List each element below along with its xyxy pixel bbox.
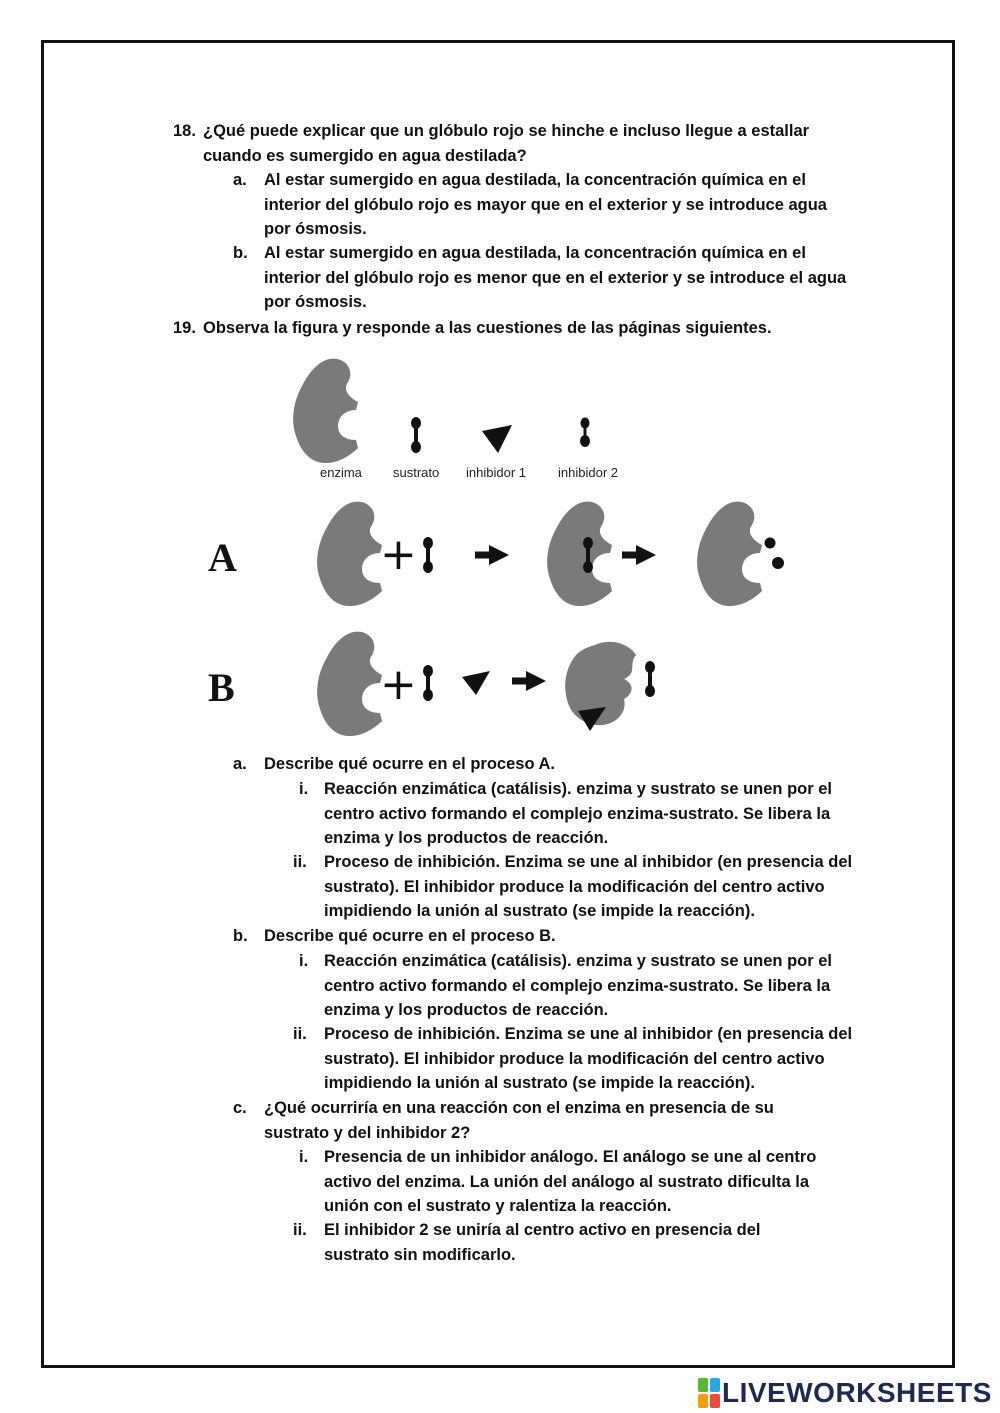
row-b-enzyme — [317, 632, 382, 736]
row-label-a: A — [208, 535, 237, 580]
question-text: Observa la figura y responde a las cuestiones de las páginas siguientes. — [203, 319, 772, 337]
row-label-b: B — [208, 665, 235, 710]
answer-label: i. — [299, 780, 309, 798]
option-text: Al estar sumergido en agua destilada, la concentración química en el interior del glóbulo rojo es menor que en el exterior y se introduce el agua por ósmosis. — [264, 244, 847, 311]
option-label: b. — [233, 244, 248, 262]
legend-substrate — [411, 417, 421, 453]
row-a-arrow-2 — [622, 545, 656, 565]
question-19 — [173, 316, 853, 342]
subquestion-b — [233, 924, 853, 1094]
enzyme-inhibition-figure — [200, 355, 870, 745]
row-a-arrow-1 — [475, 545, 509, 565]
answer-text: Proceso de inhibición. Enzima se une al inhibidor (en presencia del sustrato). El inhibidor produce la modificación del centro activo impidiendo la unión al sustrato (se impide la reacción). — [324, 853, 853, 920]
legend-label-sustrato: sustrato — [393, 465, 440, 480]
subquestion-text: Describe qué ocurre en el proceso B. — [264, 927, 556, 945]
answer-label: ii. — [293, 853, 307, 871]
answer-text: Proceso de inhibición. Enzima se une al inhibidor (en presencia del sustrato). El inhibidor produce la modificación del centro activo impidiendo la unión al sustrato (se impide la reacción). — [324, 1025, 853, 1092]
option-label: a. — [233, 171, 247, 189]
row-a-complex — [547, 502, 612, 606]
question-18 — [173, 119, 853, 314]
row-a-plus: + — [380, 529, 417, 580]
legend-inhibitor-2 — [580, 418, 590, 448]
row-b-arrow — [512, 671, 546, 691]
question-number: 18. — [173, 122, 196, 140]
answer-label: ii. — [293, 1025, 307, 1043]
logo-text: LIVEWORKSHEETS — [722, 1377, 992, 1408]
row-a-enzyme — [317, 502, 382, 606]
answer-label: ii. — [293, 1221, 307, 1239]
liveworksheets-logo[interactable] — [698, 1376, 996, 1410]
row-a-released-enzyme — [697, 502, 762, 606]
row-a-products — [765, 538, 785, 570]
subquestion-a — [233, 752, 853, 922]
answer-text: El inhibidor 2 se uniría al centro activo en presencia del sustrato sin modificarlo. — [324, 1221, 761, 1264]
row-b-substrate — [423, 665, 433, 701]
logo-icon — [698, 1378, 720, 1408]
subquestion-text: Describe qué ocurre en el proceso A. — [264, 755, 555, 773]
subquestion-label: c. — [233, 1099, 247, 1117]
legend-label-enzima: enzima — [320, 465, 362, 480]
row-b-inhibitor — [462, 671, 490, 695]
question-number: 19. — [173, 319, 196, 337]
answer-text: Reacción enzimática (catálisis). enzima y sustrato se unen por el centro activo formando el complejo enzima-sustrato. Se libera la enzima y los productos de reacción. — [324, 952, 833, 1019]
answer-label: i. — [299, 1148, 309, 1166]
subquestion-c — [233, 1096, 853, 1271]
legend-enzyme — [293, 359, 358, 463]
row-a-substrate — [423, 537, 433, 573]
subquestion-label: a. — [233, 755, 247, 773]
row-b-plus: + — [380, 659, 417, 710]
answer-text: Reacción enzimática (catálisis). enzima y sustrato se unen por el centro activo formando el complejo enzima-sustrato. Se libera la enzima y los productos de reacción. — [324, 780, 833, 847]
option-text: Al estar sumergido en agua destilada, la concentración química en el interior del glóbulo rojo es mayor que en el exterior y se introduce agua por ósmosis. — [264, 171, 827, 238]
subquestion-label: b. — [233, 927, 248, 945]
question-text: ¿Qué puede explicar que un glóbulo rojo se hinche e incluso llegue a estallar cuando es sumergido en agua destilada? — [203, 122, 810, 165]
answer-text: Presencia de un inhibidor análogo. El análogo se une al centro activo del enzima. La unión del análogo al sustrato dificulta la unión con el sustrato y ralentiza la reacción. — [324, 1148, 817, 1215]
row-b-inhibited-complex — [565, 642, 655, 731]
subquestion-text: ¿Qué ocurriría en una reacción con el enzima en presencia de su sustrato y del inhibidor 2? — [264, 1099, 774, 1142]
legend-inhibitor-1 — [482, 425, 512, 453]
legend-label-inhibidor-1: inhibidor 1 — [466, 465, 526, 480]
legend-label-inhibidor-2: inhibidor 2 — [558, 465, 618, 480]
answer-label: i. — [299, 952, 309, 970]
